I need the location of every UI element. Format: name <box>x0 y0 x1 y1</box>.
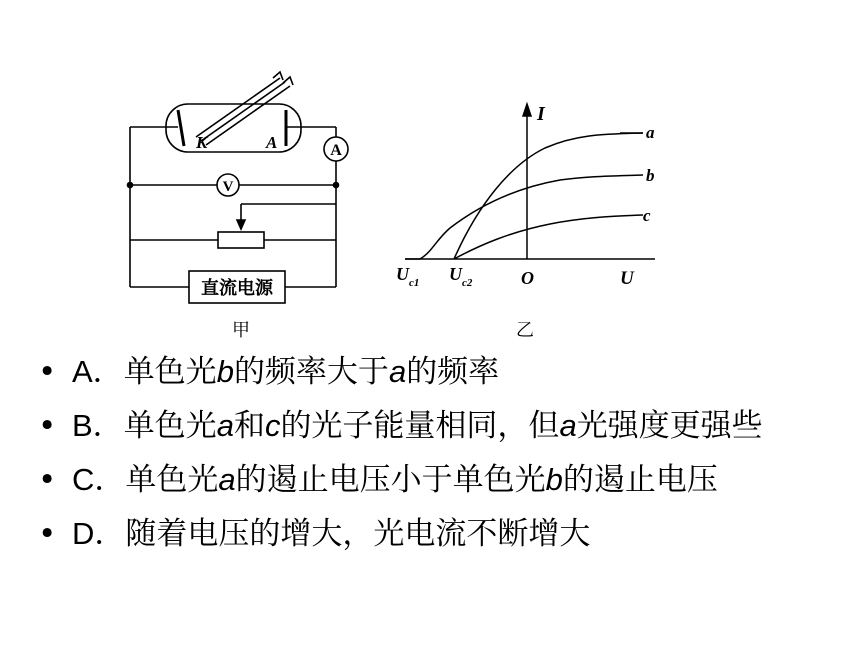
option-text <box>125 462 718 498</box>
option-variable: a <box>218 462 236 497</box>
uc2-label: $U_{c2}$ <box>449 264 473 289</box>
curve-a <box>454 133 643 259</box>
x-axis-label: U <box>620 268 634 289</box>
anode-label: A <box>266 133 278 152</box>
light-arrow-head <box>283 77 293 85</box>
answer-options <box>36 352 836 568</box>
option-label: B． <box>72 408 124 443</box>
option-variable: b <box>545 462 563 497</box>
cathode-plate <box>178 110 184 146</box>
option-text <box>124 408 763 444</box>
option-label: A． <box>72 354 124 389</box>
slider-arrow-head <box>237 220 245 229</box>
junction-dot <box>128 183 133 188</box>
graph-caption: 乙 <box>516 320 534 341</box>
option-text-run: 的频率 <box>406 354 500 390</box>
option-text-run: 单色光 <box>123 408 217 444</box>
option-text-run: 的遏止电压小于单色光 <box>235 462 546 498</box>
iu-graph <box>405 104 655 259</box>
option-d[interactable] <box>36 514 836 554</box>
junction-dot <box>334 183 339 188</box>
option-c[interactable] <box>36 460 836 500</box>
curve-a-label: a <box>646 123 655 142</box>
light-ray <box>196 78 280 137</box>
option-label: C． <box>72 462 126 497</box>
option-text-run: 的频率大于 <box>233 354 389 390</box>
option-a[interactable] <box>36 352 836 392</box>
option-text-run: 的遏止电压 <box>562 462 718 498</box>
option-text-run: 光强度更强些 <box>576 408 763 444</box>
ammeter-symbol: A <box>330 142 342 159</box>
option-variable: a <box>216 408 234 443</box>
option-text <box>125 516 590 552</box>
option-variable: a <box>388 354 407 389</box>
option-label: D． <box>72 516 126 551</box>
light-ray <box>206 86 290 145</box>
option-text-run: 单色光 <box>123 354 217 390</box>
bullet-icon: • <box>38 408 57 444</box>
circuit-diagram <box>128 72 349 303</box>
y-axis-arrow <box>523 104 531 116</box>
origin-label: O <box>521 268 534 288</box>
option-variable: b <box>216 354 234 389</box>
circuit-caption: 甲 <box>232 320 250 341</box>
bullet-icon: • <box>38 516 57 552</box>
uc1-label: $U_{c1}$ <box>396 264 420 289</box>
cathode-label: K <box>196 133 208 152</box>
y-axis-label: I <box>537 103 545 125</box>
curve-c-label: c <box>643 206 651 225</box>
option-b[interactable] <box>36 406 836 446</box>
bullet-icon: • <box>38 354 57 390</box>
power-supply-label: 直流电源 <box>201 278 273 299</box>
voltmeter-symbol: V <box>222 179 234 195</box>
bullet-icon: • <box>38 462 57 498</box>
option-text-run: 的光子能量相同，但 <box>280 408 560 444</box>
curve-b-label: b <box>646 166 655 185</box>
option-text <box>124 354 500 390</box>
curve-c <box>454 215 643 259</box>
option-text-run: 随着电压的增大，光电流不断增大 <box>125 516 591 552</box>
option-text-run: 和 <box>233 408 265 444</box>
potentiometer <box>218 232 264 248</box>
option-text-run: 单色光 <box>125 462 219 498</box>
option-variable: a <box>559 408 577 443</box>
option-variable: c <box>264 408 281 443</box>
